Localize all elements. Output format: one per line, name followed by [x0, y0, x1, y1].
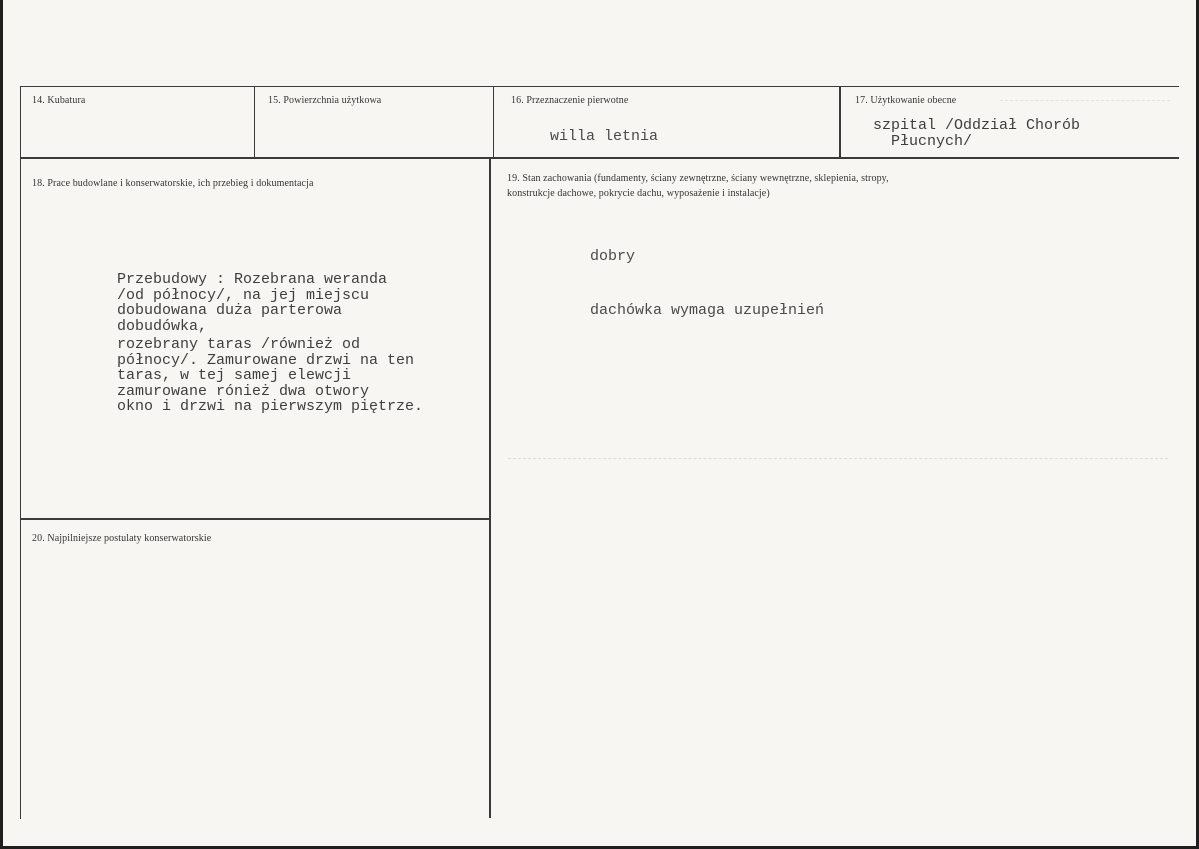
- field-15-label: 15. Powierzchnia użytkowa: [268, 95, 382, 106]
- field-14-label: 14. Kubatura: [32, 95, 86, 106]
- field-20-label: 20. Najpilniejsze postulaty konserwatorskie: [32, 533, 212, 544]
- rule-field20-top: [20, 518, 490, 520]
- field-19-label-line1: 19. Stan zachowania (fundamenty, ściany zewnętrzne, ściany wewnętrzne, sklepienia, stropy,: [507, 173, 889, 184]
- field-18-value-line: okno i drzwi na pierwszym piętrze.: [117, 398, 424, 415]
- field-17-value: [873, 118, 1080, 149]
- field-18-value-line: Przebudowy : Rozebrana weranda: [117, 271, 388, 288]
- field-17-label: 17. Użytkowanie obecne: [855, 95, 957, 106]
- rule-col-15: [254, 86, 255, 158]
- field-18-value-line: taras, w tej samej elewcji: [117, 367, 352, 384]
- field-18-value-line: dobudowana duża parterowa: [117, 302, 343, 319]
- rule-top: [20, 86, 1179, 87]
- field-19-value-roof: dachówka wymaga uzupełnień: [590, 302, 825, 319]
- rule-row1-bottom: [20, 157, 1179, 159]
- show-through-mark: [508, 458, 1168, 459]
- field-18-value-line: rozebrany taras /również od: [117, 336, 361, 353]
- rule-left: [20, 86, 21, 819]
- field-17-value-line: Płucnych/: [891, 132, 973, 150]
- field-18-value: [117, 272, 423, 415]
- field-19-value-condition: dobry: [590, 248, 636, 265]
- rule-col-16: [493, 86, 494, 158]
- field-19-label-line2: konstrukcje dachowe, pokrycie dachu, wyposażenie i instalacje): [507, 188, 770, 199]
- field-18-value-line: /od północy/, na jej miejscu: [117, 286, 370, 304]
- page-edge-left: [0, 0, 3, 849]
- field-18-value-line: dobudówka,: [117, 317, 208, 335]
- field-16-label: 16. Przeznaczenie pierwotne: [511, 95, 629, 106]
- rule-col-17: [839, 86, 841, 158]
- field-18-label: 18. Prace budowlane i konserwatorskie, ich przebieg i dokumentacja: [32, 178, 314, 189]
- field-18-value-line: północy/. Zamurowane drzwi na ten: [117, 351, 415, 369]
- field-16-value: willa letnia: [550, 128, 659, 145]
- rule-col-18-19: [489, 158, 491, 818]
- field-18-value-line: zamurowane rónież dwa otwory: [117, 382, 370, 400]
- field-17-value-line: szpital /Oddział Chorób: [873, 117, 1081, 134]
- show-through-mark: [1000, 100, 1170, 101]
